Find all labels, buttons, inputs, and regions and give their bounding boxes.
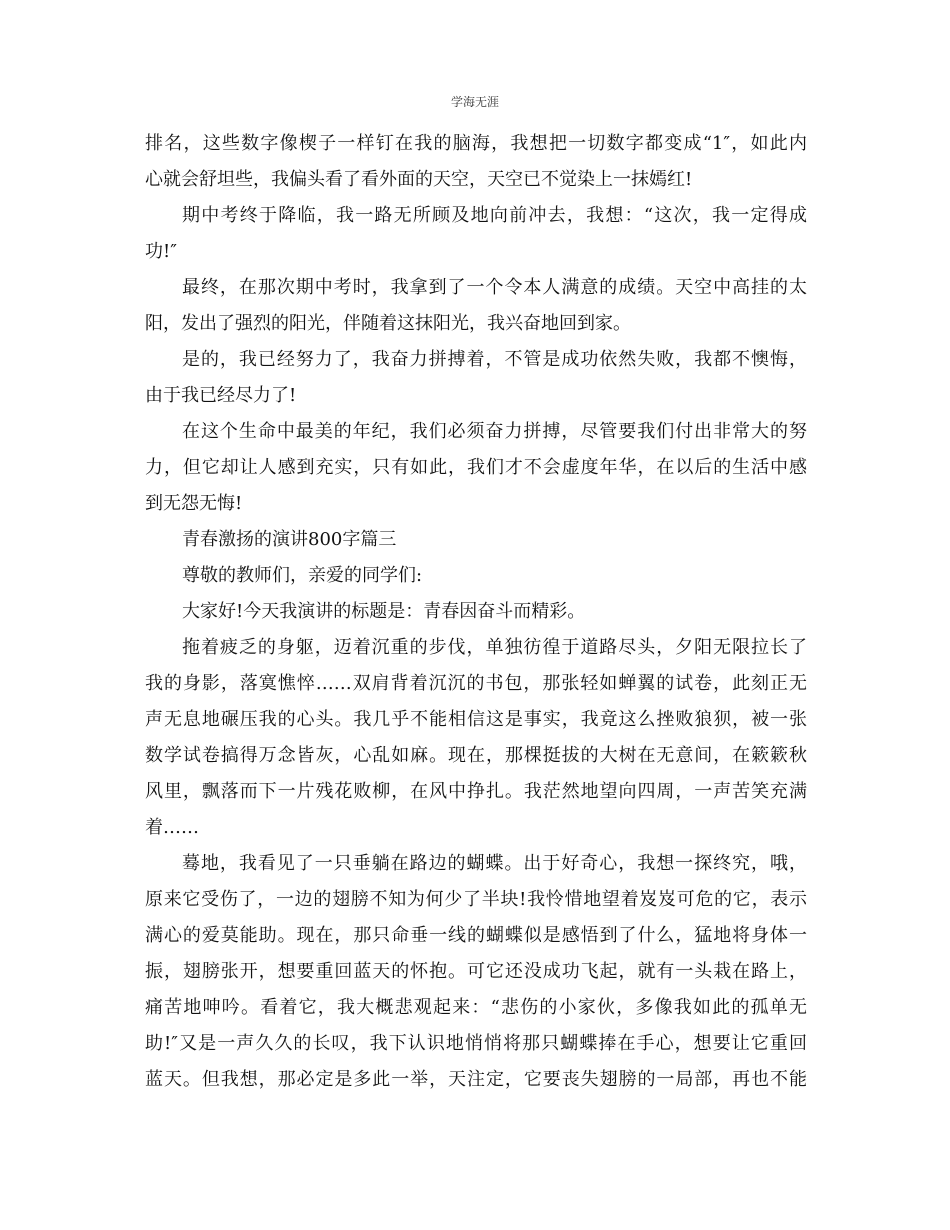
text-line: 心就会舒坦些，我偏头看了看外面的天空，天空已不觉染上一抹嫣红! xyxy=(145,169,693,190)
text-line: 振，翅膀张开，想要重回蓝天的怀抱。可它还没成功飞起，就有一头栽在路上， xyxy=(145,961,807,982)
text-line: 拖着疲乏的身躯，迈着沉重的步伐，单独彷徨于道路尽头，夕阳无限拉长了 xyxy=(182,637,807,658)
text-line: 蓝天。但我想，那必定是多此一举，天注定，它要丧失翅膀的一局部，再也不能 xyxy=(145,1069,807,1090)
page-header: 学海无涯 xyxy=(450,95,499,109)
text-line: 大家好!今天我演讲的标题是：青春因奋斗而精彩。 xyxy=(182,601,586,622)
text-line: 我的身影，落寞憔悴……双肩背着沉沉的书包，那张轻如蝉翼的试卷，此刻正无 xyxy=(145,673,807,694)
text-line: 力，但它却让人感到充实，只有如此，我们才不会虚度年华，在以后的生活中感 xyxy=(145,457,807,478)
text-line: 着…… xyxy=(145,817,199,838)
text-line: 助!″又是一声久久的长叹，我下认识地悄悄将那只蝴蝶捧在手心，想要让它重回 xyxy=(145,1033,807,1054)
document-body xyxy=(145,126,807,1098)
text-line: 期中考终于降临，我一路无所顾及地向前冲去，我想：“这次，我一定得成 xyxy=(182,205,807,226)
text-line: 是的，我已经努力了，我奋力拼搏着，不管是成功依然失败，我都不懊悔， xyxy=(182,349,807,370)
text-line: 满心的爱莫能助。现在，那只命垂一线的蝴蝶似是感悟到了什么，猛地将身体一 xyxy=(145,925,807,946)
text-line: 排名，这些数字像楔子一样钉在我的脑海，我想把一切数字都变成“1″，如此内 xyxy=(145,133,807,154)
text-line: 数学试卷搞得万念皆灰，心乱如麻。现在，那棵挺拔的大树在无意间，在簌簌秋 xyxy=(145,745,807,766)
text-line: 功!″ xyxy=(145,241,177,262)
text-line: 阳，发出了强烈的阳光，伴随着这抹阳光，我兴奋地回到家。 xyxy=(145,313,631,334)
text-line: 原来它受伤了，一边的翅膀不知为何少了半块!我怜惜地望着岌岌可危的它，表示 xyxy=(145,889,807,910)
text-line: 蓦地，我看见了一只垂躺在路边的蝴蝶。出于好奇心，我想一探终究，哦， xyxy=(182,853,807,874)
text-line: 在这个生命中最美的年纪，我们必须奋力拼搏，尽管要我们付出非常大的努 xyxy=(182,421,807,442)
salutation: 尊敬的教师们，亲爱的同学们: xyxy=(182,565,423,586)
text-line: 风里，飘落而下一片残花败柳，在风中挣扎。我茫然地望向四周，一声苦笑充满 xyxy=(145,781,807,802)
text-line: 由于我已经尽力了! xyxy=(145,385,297,406)
text-line: 声无息地碾压我的心头。我几乎不能相信这是事实，我竟这么挫败狼狈，被一张 xyxy=(145,709,807,730)
text-line: 痛苦地呻吟。看着它，我大概悲观起来：“悲伤的小家伙，多像我如此的孤单无 xyxy=(145,997,807,1018)
section-heading: 青春激扬的演讲800字篇三 xyxy=(182,529,397,550)
text-line: 到无怨无悔! xyxy=(145,493,243,514)
text-line: 最终，在那次期中考时，我拿到了一个令本人满意的成绩。天空中高挂的太 xyxy=(182,277,807,298)
